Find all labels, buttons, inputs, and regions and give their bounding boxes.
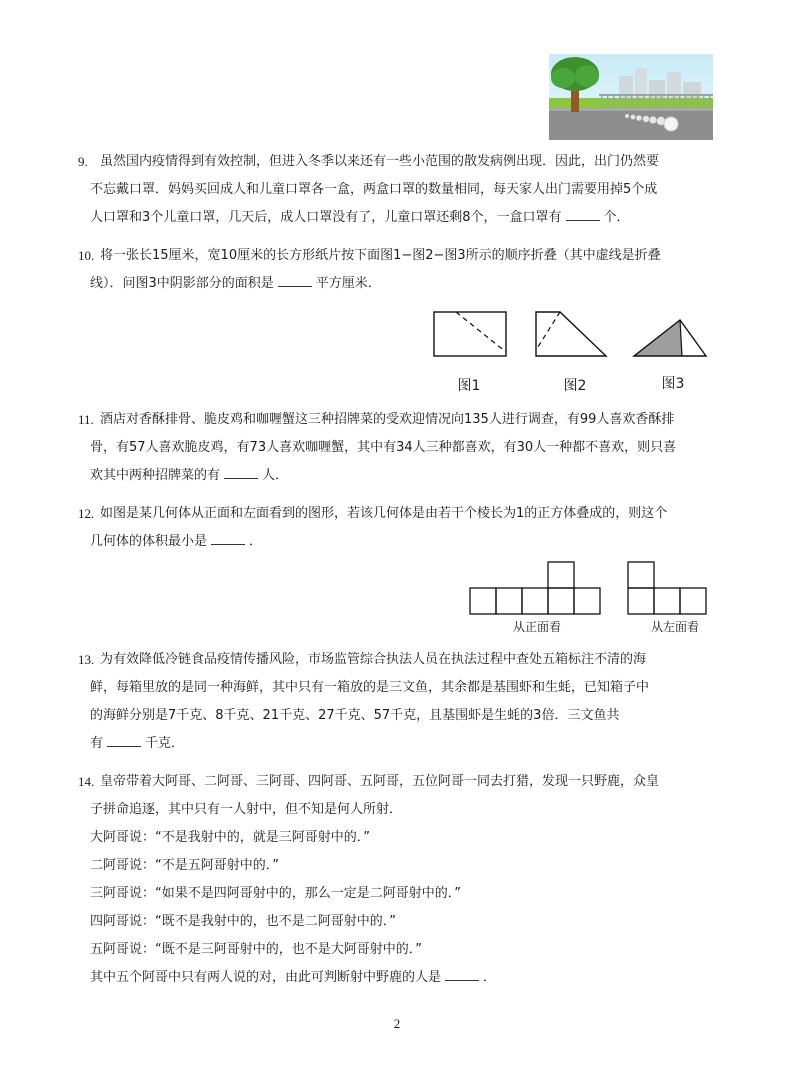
statement-line: 二阿哥说：“不是五阿哥射中的．”	[90, 858, 279, 873]
question-number: 11.	[78, 412, 94, 427]
answer-blank[interactable]	[278, 274, 312, 287]
question-tail: ．	[249, 534, 263, 549]
figure-3-label: 图3	[661, 376, 685, 392]
question-text-line: 的海鲜分别是7千克、8千克、21千克、27千克、57千克，且基围虾是生蚝的3倍．三文鱼共	[90, 708, 620, 723]
folding-figures	[428, 306, 714, 366]
question-13	[78, 646, 708, 758]
question-text-line-last	[78, 204, 708, 232]
figure-2-fold-line	[536, 312, 560, 350]
question-tail: 平方厘米．	[315, 276, 381, 291]
front-view-cell	[574, 588, 600, 614]
question-text-line: 虽然国内疫情得到有效控制，但进入冬季以来还有一些小范围的散发病例出现．因此，出门仍然要	[100, 154, 660, 169]
answer-blank[interactable]	[107, 734, 141, 747]
question-11	[78, 406, 708, 490]
left-view-cell	[628, 562, 654, 588]
three-view-figures	[468, 558, 712, 618]
question-number: 12.	[78, 506, 95, 521]
figure-2-shape	[536, 312, 606, 356]
question-text-line: 如图是某几何体从正面和左面看到的图形，若该几何体是由若干个棱长为1的正方体叠成的，则这个	[100, 506, 668, 521]
question-text-line-last	[78, 528, 708, 556]
question-text-line: 子拼命追逐，其中只有一人射中，但不知是何人所射．	[90, 802, 403, 817]
question-text-line-last	[78, 270, 708, 298]
question-text-line: 鲜，每箱里放的是同一种海鲜，其中只有一箱放的是三文鱼，其余都是基围虾和生蚝，已知箱子中	[90, 680, 650, 695]
front-view-label: 从正面看	[512, 620, 561, 634]
question-text-line: 骨，有57人喜欢脆皮鸡，有73人喜欢咖喱蟹，其中有34人三种都喜欢，有30人一种都不喜欢，则只喜	[90, 440, 677, 455]
statement-line: 大阿哥说：“不是我射中的，就是三阿哥射中的．”	[90, 830, 370, 845]
question-tail: 人．	[262, 468, 289, 483]
question-tail: 个．	[603, 210, 630, 225]
statement-line: 三阿哥说：“如果不是四阿哥射中的，那么一定是二阿哥射中的．”	[90, 886, 461, 901]
front-view-cell	[522, 588, 548, 614]
question-text-line-last	[78, 730, 708, 758]
answer-blank[interactable]	[445, 968, 479, 981]
question-number: 10.	[78, 248, 95, 263]
front-view-cell	[470, 588, 496, 614]
front-view-cell	[548, 588, 574, 614]
question-number: 9.	[78, 154, 88, 169]
question-text-line: 酒店对香酥排骨、脆皮鸡和咖喱蟹这三种招牌菜的受欢迎情况向135人进行调查，有99人喜欢香酥排	[100, 412, 675, 427]
answer-blank[interactable]	[224, 466, 258, 479]
question-9	[78, 148, 708, 232]
question-14	[78, 768, 708, 992]
question-text-line-last	[78, 462, 708, 490]
question-text: 线）．问图3中阴影部分的面积是	[90, 276, 274, 291]
question-text: 其中五个阿哥中只有两人说的对，由此可判断射中野鹿的人是	[90, 970, 442, 985]
left-view-cell	[680, 588, 706, 614]
statement-line: 五阿哥说：“既不是三阿哥射中的，也不是大阿哥射中的．”	[90, 942, 422, 957]
left-view-cell	[628, 588, 654, 614]
figure-1-rectangle	[434, 312, 506, 356]
question-text: 欢其中两种招牌菜的有	[90, 468, 221, 483]
figure-2-label: 图2	[563, 378, 587, 394]
question-number: 13.	[78, 652, 95, 667]
answer-blank[interactable]	[211, 532, 245, 545]
answer-blank[interactable]	[566, 208, 600, 221]
left-view-cell	[654, 588, 680, 614]
question-text-line: 将一张长15厘米，宽10厘米的长方形纸片按下面图1−图2−图3所示的顺序折叠（其中虚线是折叠	[100, 248, 661, 263]
statement-line: 四阿哥说：“既不是我射中的，也不是二阿哥射中的．”	[90, 914, 396, 929]
page-number: 2	[393, 1016, 401, 1031]
front-view-cell	[496, 588, 522, 614]
question-text: 有	[90, 736, 104, 751]
question-text-line: 皇帝带着大阿哥、二阿哥、三阿哥、四阿哥、五阿哥，五位阿哥一同去打猎，发现一只野鹿，众皇	[100, 774, 660, 789]
question-text-line: 为有效降低冷链食品疫情传播风险，市场监管综合执法人员在执法过程中查处五箱标注不清的海	[100, 652, 647, 667]
question-number: 14.	[78, 774, 95, 789]
question-text: 人口罩和3个儿童口罩，几天后，成人口罩没有了，儿童口罩还剩8个，一盒口罩有	[90, 210, 562, 225]
question-text-line-last	[78, 964, 708, 992]
question-tail: 千克．	[145, 736, 185, 751]
park-illustration	[549, 54, 713, 140]
question-tail: ．	[483, 970, 497, 985]
question-text: 几何体的体积最小是	[90, 534, 208, 549]
question-text-line: 不忘戴口罩．妈妈买回成人和儿童口罩各一盒，两盒口罩的数量相同，每天家人出门需要用掉5个成	[90, 182, 658, 197]
figure-1-fold-line	[456, 312, 506, 352]
front-view-cell	[548, 562, 574, 588]
left-view-label: 从左面看	[650, 620, 699, 634]
question-12	[78, 500, 708, 556]
question-10	[78, 242, 708, 298]
figure-1-label: 图1	[457, 378, 481, 394]
